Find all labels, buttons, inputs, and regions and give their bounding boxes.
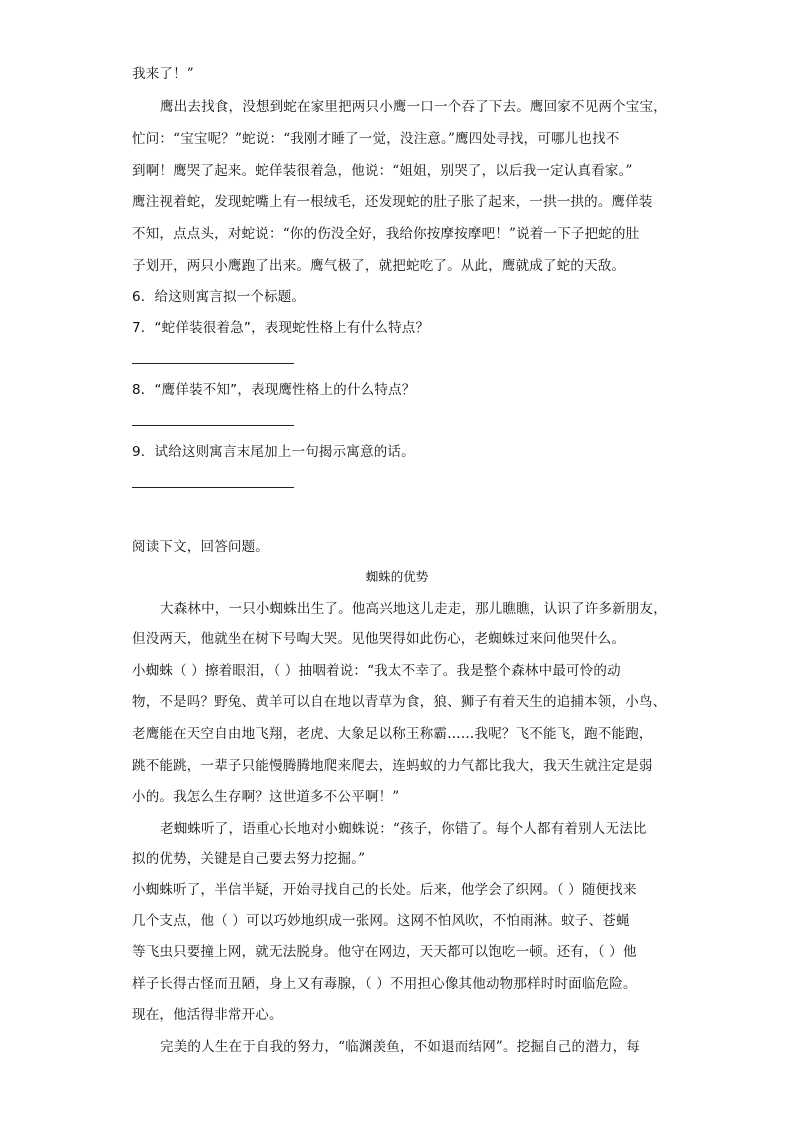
passage-title: 蜘蛛的优势 [365,569,429,584]
passage-line: 小的。我怎么生存啊？这世道多不公平啊！” [132,789,400,805]
passage-line: 大森林中，一只小蜘蛛出生了。他高兴地这儿走走，那儿瞧瞧，认识了许多新朋友， [160,601,667,617]
passage-line: 到啊！鹰哭了起来。蛇佯装很着急，他说：“姐姐，别哭了，以后我一定认真看家。” [132,163,633,179]
passage-line: 鹰注视着蛇，发现蛇嘴上有一根绒毛，还发现蛇的肚子胀了起来，一拱一拱的。鹰佯装 [132,194,653,210]
passage-line: 小蜘蛛听了，半信半疑，开始寻找自己的长处。后来，他学会了织网。（ ）随便找来 [132,882,637,898]
passage-line: 完美的人生在于自我的努力，“临渊羡鱼，不如退而结网”。挖掘自己的潜力，每 [160,1039,641,1055]
answer-line-9[interactable] [132,487,294,488]
passage-line: 几个支点，他（ ）可以巧妙地织成一张网。这网不怕风吹，不怕雨淋。蚊子、苍蝇 [132,913,630,929]
passage-line: 等飞虫只要撞上网，就无法脱身。他守在网边，天天都可以饱吃一顿。还有，（ ）他 [132,944,637,960]
passage-line: 忙问：“宝宝呢？”蛇说：“我刚才睡了一觉，没注意。”鹰四处寻找，可哪儿也找不 [132,131,620,147]
answer-line-7[interactable] [132,363,294,364]
answer-line-8[interactable] [132,425,294,426]
passage-line: 小蜘蛛（ ）擦着眼泪，（ ）抽咽着说：“我太不幸了。我是整个森林中最可怜的动 [132,663,621,679]
question-9: 9．试给这则寓言末尾加上一句揭示寓意的话。 [132,444,415,460]
passage-line: 老蜘蛛听了，语重心长地对小蜘蛛说：“孩子，你错了。每个人都有着别人无法比 [160,821,647,837]
question-6: 6．给这则寓言拟一个标题。 [132,289,306,305]
passage-line: 物，不是吗？野兔、黄羊可以自在地以青草为食，狼、狮子有着天生的追捕本领，小鸟、 [132,694,667,710]
question-8: 8．“鹰佯装不知”，表现鹰性格上的什么特点？ [132,382,416,398]
passage-line: 现在，他活得非常开心。 [132,1007,283,1023]
passage-line: 子划开，两只小鹰跑了出来。鹰气极了，就把蛇吃了。从此，鹰就成了蛇的天敌。 [132,258,626,274]
question-7: 7．“蛇佯装很着急”，表现蛇性格上有什么特点？ [132,320,430,336]
passage-line: 跳不能跳，一辈子只能慢腾腾地爬来爬去，连蚂蚁的力气都比我大，我天生就注定是弱 [132,758,653,774]
passage-line: 鹰出去找食，没想到蛇在家里把两只小鹰一口一个吞了下去。鹰回家不见两个宝宝， [160,99,667,115]
passage-line: 我来了！” [132,66,194,82]
reading-instruction: 阅读下文，回答问题。 [132,539,269,555]
passage-line: 拟的优势，关键是自己要去努力挖掘。” [132,851,366,867]
passage-line: 但没两天，他就坐在树下号啕大哭。见他哭得如此伤心，老蜘蛛过来问他哭什么。 [132,631,626,647]
passage-line: 老鹰能在天空自由地飞翔，老虎、大象足以称王称霸……我呢？飞不能飞，跑不能跑， [132,726,653,742]
passage-line: 不知，点点头，对蛇说：“你的伤没全好，我给你按摩按摩吧！”说着一下子把蛇的肚 [132,226,640,242]
passage-line: 样子长得古怪而丑陋，身上又有毒腺，（ ）不用担心像其他动物那样时时面临危险。 [132,976,637,992]
